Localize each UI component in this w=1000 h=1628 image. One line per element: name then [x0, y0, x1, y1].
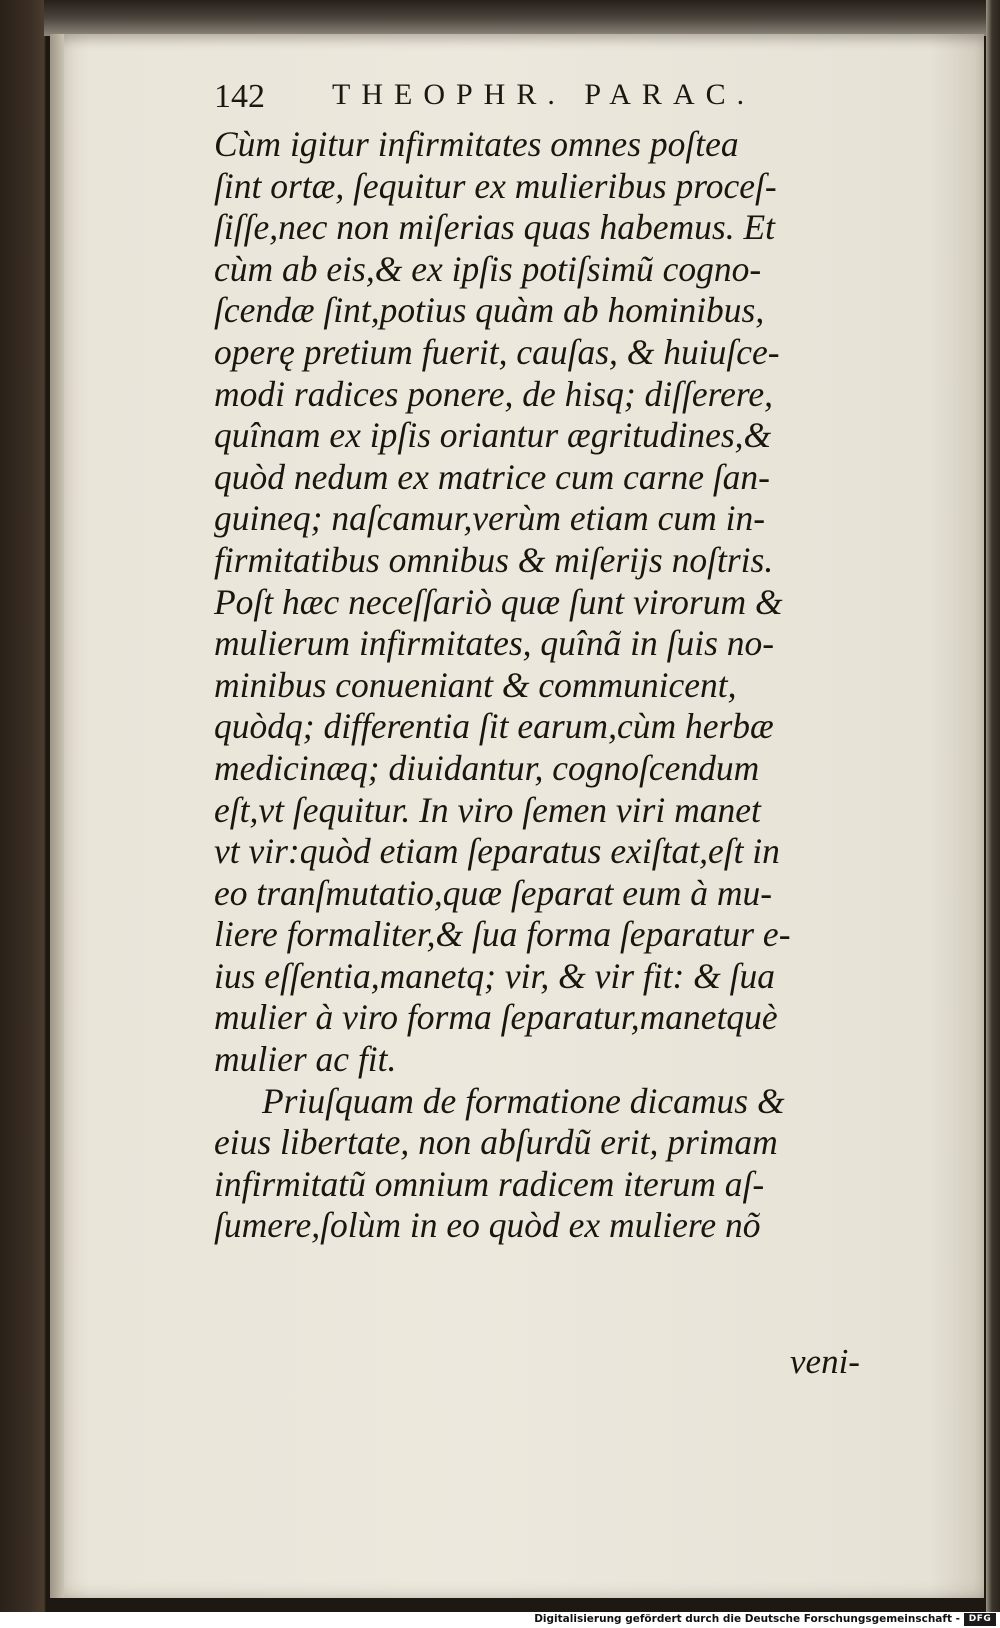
text-line: eſt,vt ſequitur. In viro ſemen viri manet — [214, 789, 761, 830]
text-line: minibus conueniant & communicent, — [214, 664, 737, 705]
text-line: eius libertate, non abſurdũ erit, primam — [214, 1122, 778, 1163]
text-line: ius eſſentia,manetq; vir, & vir fit: & ſua — [214, 955, 776, 996]
text-line: Poſt hæc neceſſariò quæ ſunt virorum & — [214, 581, 783, 622]
text-line: quòd nedum ex matrice cum carne ſan- — [214, 456, 771, 497]
funding-credit: Digitalisierung gefördert durch die Deutsche Forschungsgemeinschaft - — [534, 1613, 960, 1625]
book-edge-right — [986, 0, 1000, 1612]
text-line: ſint ortæ, ſequitur ex mulieribus proceſ- — [214, 165, 777, 206]
body-text — [214, 124, 874, 1247]
catchword: veni- — [790, 1342, 860, 1381]
text-line: guineq; naſcamur,verùm etiam cum in- — [214, 498, 766, 539]
text-line: operę pretium fuerit, cauſas, & huiuſce- — [214, 331, 780, 372]
page-number: 142 — [214, 78, 265, 115]
text-line: mulierum infirmitates, quînã in ſuis no- — [214, 623, 775, 664]
text-line: liere formaliter,& ſua forma ſeparatur e- — [214, 914, 791, 955]
running-head-title: THEOPHR. PARAC. — [332, 78, 756, 111]
text-line: infirmitatũ omnium radicem iterum aſ- — [214, 1163, 765, 1204]
text-line: modi radices ponere, de hisq; diſſerere, — [214, 373, 774, 414]
text-line: ſumere,ſolùm in eo quòd ex muliere nõ — [214, 1205, 761, 1246]
text-line: mulier à viro forma ſeparatur,manetquè — [214, 997, 778, 1038]
dfg-logo: DFG — [964, 1613, 996, 1626]
digitization-footer — [0, 1612, 1000, 1628]
text-line: cùm ab eis,& ex ipſis potiſsimũ cogno- — [214, 248, 762, 289]
text-line: quînam ex ipſis oriantur ægritudines,& — [214, 415, 772, 456]
text-line: mulier ac fit. — [214, 1039, 397, 1080]
text-line: eo tranſmutatio,quæ ſeparat eum à mu- — [214, 872, 773, 913]
page-gutter-shadow — [50, 34, 64, 1598]
text-line: ſcendæ ſint,potius quàm ab hominibus, — [214, 290, 765, 331]
text-line-paragraph-start: Priuſquam de formatione dicamus & — [262, 1080, 785, 1121]
text-line: vt vir:quòd etiam ſeparatus exiſtat,eſt in — [214, 831, 780, 872]
running-head — [214, 78, 854, 122]
text-line: firmitatibus omnibus & miſerijs noſtris. — [214, 539, 774, 580]
text-line: ſiſſe,nec non miſerias quas habemus. Et — [214, 207, 776, 248]
text-line: Cùm igitur infirmitates omnes poſtea — [214, 124, 739, 164]
book-top-edge — [44, 0, 994, 36]
text-line: medicinæq; diuidantur, cognoſcendum — [214, 747, 760, 788]
text-line: quòdq; differentia ſit earum,cùm herbæ — [214, 706, 774, 747]
